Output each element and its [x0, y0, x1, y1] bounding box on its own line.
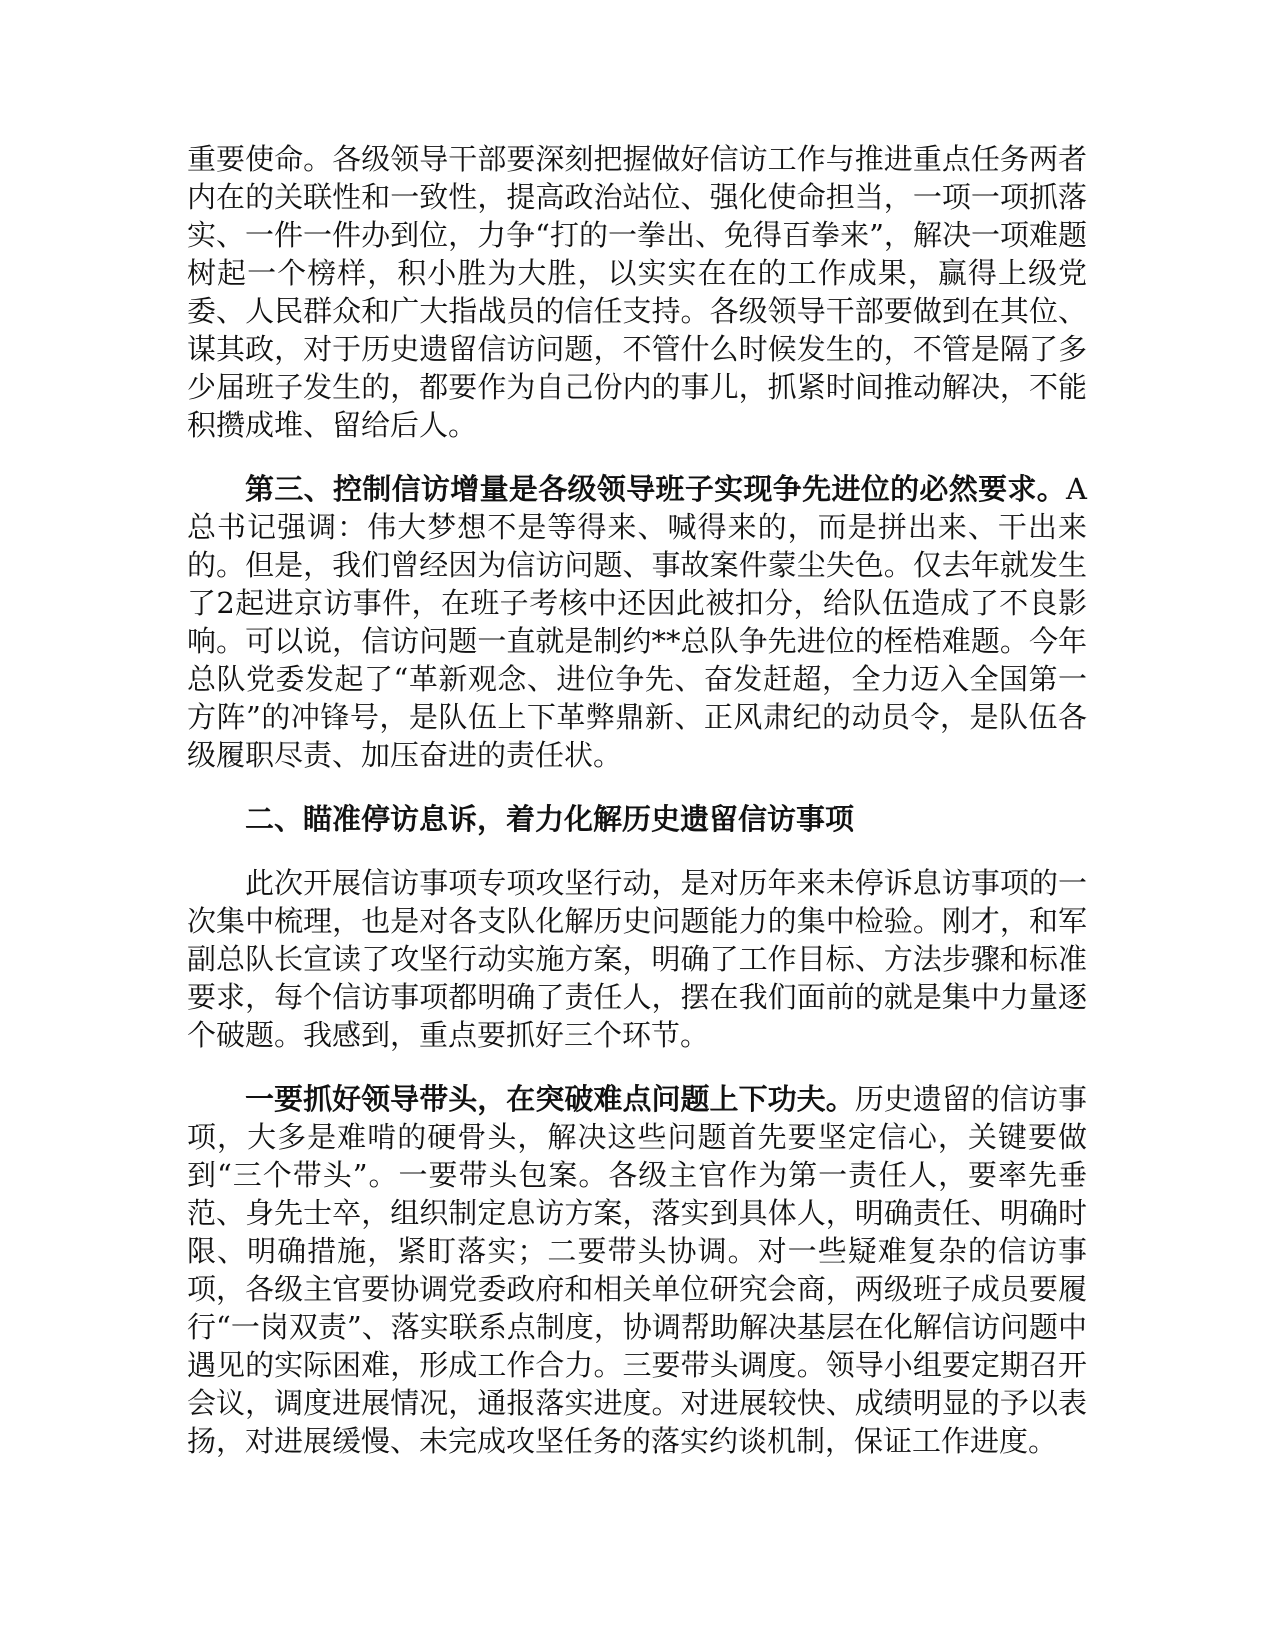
paragraph-2-lead: 第三、控制信访增量是各级领导班子实现争先进位的必然要求。 [245, 472, 1067, 506]
paragraph-4 [187, 1080, 1087, 1460]
paragraph-2 [187, 470, 1087, 774]
paragraph-3-text: 此次开展信访事项专项攻坚行动，是对历年来未停诉息访事项的一次集中梳理，也是对各支队化解历史问题能力的集中检验。刚才，和军副总队长宣读了攻坚行动实施方案，明确了工作目标、方法步骤和标准要求，每个信访事项都明确了责任人，摆在我们面前的就是集中力量逐个破题。我感到，重点要抓好三个环节。 [187, 866, 1087, 1052]
paragraph-1 [187, 140, 1087, 444]
paragraph-4-lead: 一要抓好领导带头，在突破难点问题上下功夫。 [245, 1082, 855, 1116]
section-heading-2: 二、瞄准停访息诉，着力化解历史遗留信访事项 [245, 802, 855, 836]
paragraph-3 [187, 864, 1087, 1054]
paragraph-1-text: 重要使命。各级领导干部要深刻把握做好信访工作与推进重点任务两者内在的关联性和一致性，提高政治站位、强化使命担当，一项一项抓落实、一件一件办到位，力争“打的一拳出、免得百拳来”，解决一项难题树起一个榜样，积小胜为大胜，以实实在在的工作成果，赢得上级党委、人民群众和广大指战员的信任支持。各级领导干部要做到在其位、谋其政，对于历史遗留信访问题，不管什么时候发生的，不管是隔了多少届班子发生的，都要作为自己份内的事儿，抓紧时间推动解决，不能积攒成堆、留给后人。 [187, 142, 1087, 442]
document-page [187, 140, 1087, 1486]
paragraph-4-text: 历史遗留的信访事项，大多是难啃的硬骨头，解决这些问题首先要坚定信心，关键要做到“三个带头”。一要带头包案。各级主官作为第一责任人，要率先垂范、身先士卒，组织制定息访方案，落实到具体人，明确责任、明确时限、明确措施，紧盯落实；二要带头协调。对一些疑难复杂的信访事项，各级主官要协调党委政府和相关单位研究会商，两级班子成员要履行“一岗双责”、落实联系点制度，协调帮助解决基层在化解信访问题中遇见的实际困难，形成工作合力。三要带头调度。领导小组要定期召开会议，调度进展情况，通报落实进度。对进展较快、成绩明显的予以表扬，对进展缓慢、未完成攻坚任务的落实约谈机制，保证工作进度。 [187, 1082, 1087, 1458]
paragraph-2-text: A总书记强调：伟大梦想不是等得来、喊得来的，而是拼出来、干出来的。但是，我们曾经因为信访问题、事故案件蒙尘失色。仅去年就发生了2起进京访事件，在班子考核中还因此被扣分，给队伍造成了不良影响。可以说，信访问题一直就是制约**总队争先进位的桎梏难题。今年总队党委发起了“革新观念、进位争先、奋发赶超，全力迈入全国第一方阵”的冲锋号，是队伍上下革弊鼎新、正风肃纪的动员令，是队伍各级履职尽责、加压奋进的责任状。 [187, 472, 1087, 772]
